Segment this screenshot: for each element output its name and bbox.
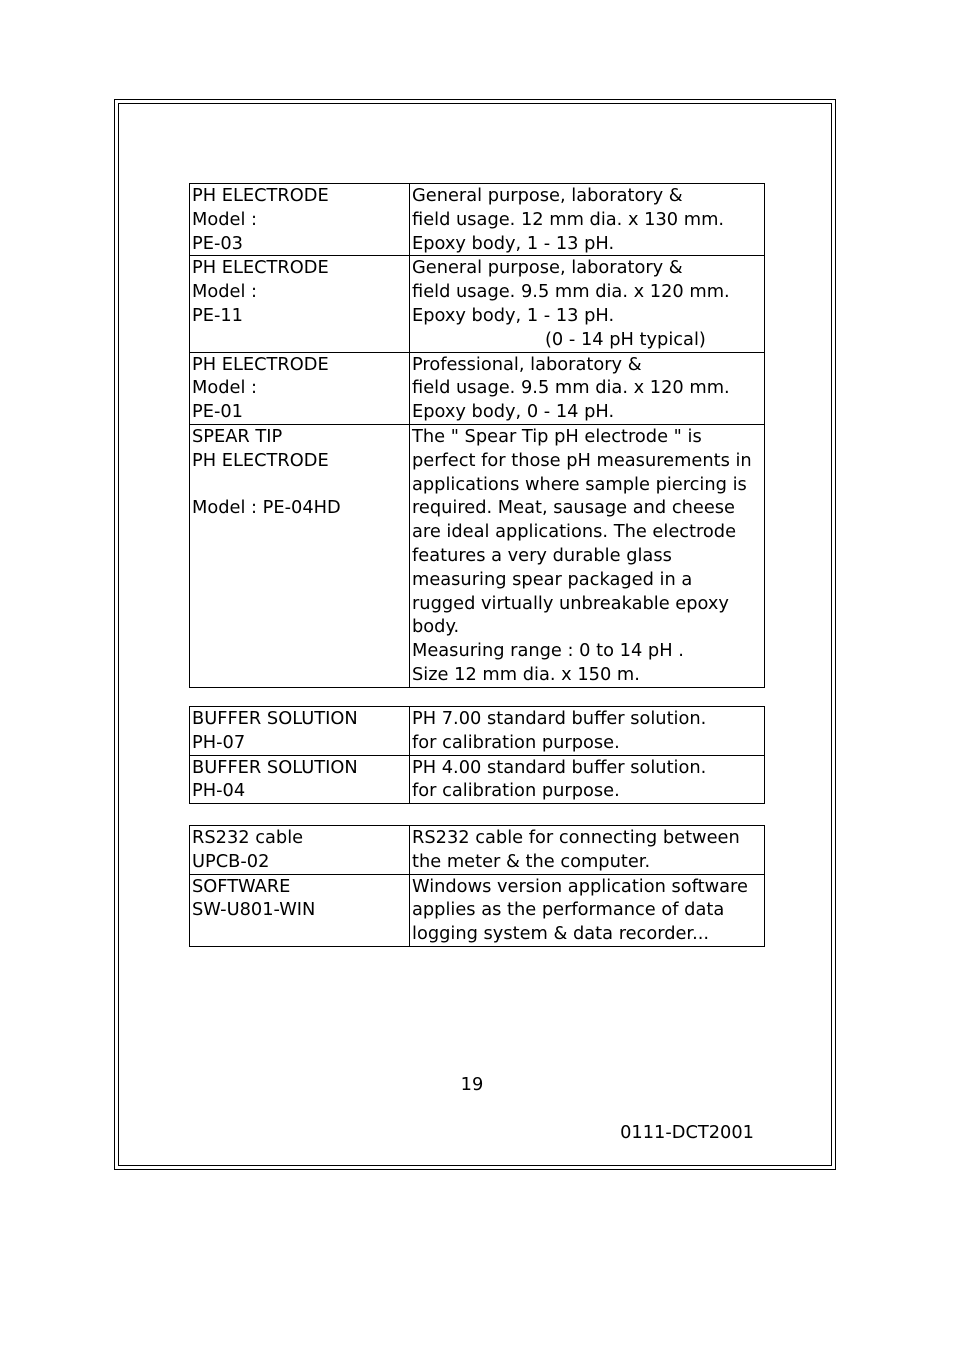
item-name: PH ELECTRODE Model : PE-01 bbox=[190, 352, 410, 424]
table-row bbox=[190, 352, 765, 424]
item-description: Windows version application software applies as the performance of data logging system & data recorder... bbox=[410, 874, 765, 946]
table-row bbox=[190, 826, 765, 875]
item-description: Professional, laboratory & field usage. 9.5 mm dia. x 120 mm. Epoxy body, 0 - 14 pH. bbox=[410, 352, 765, 424]
accessory-table bbox=[189, 825, 765, 947]
table-row bbox=[190, 184, 765, 256]
item-name: PH ELECTRODE Model : PE-03 bbox=[190, 184, 410, 256]
item-name: RS232 cable UPCB-02 bbox=[190, 826, 410, 875]
table-row bbox=[190, 256, 765, 352]
item-description: General purpose, laboratory & field usage. 12 mm dia. x 130 mm. Epoxy body, 1 - 13 pH. bbox=[410, 184, 765, 256]
document-code: 0111-DCT2001 bbox=[620, 1122, 754, 1143]
item-name: BUFFER SOLUTION PH-07 bbox=[190, 707, 410, 756]
item-description: PH 7.00 standard buffer solution. for calibration purpose. bbox=[410, 707, 765, 756]
electrode-table bbox=[189, 183, 765, 688]
item-name: SOFTWARE SW-U801-WIN bbox=[190, 874, 410, 946]
item-description: The " Spear Tip pH electrode " is perfect for those pH measurements in applications where sample piercing is required. Meat, sausage and cheese are ideal applications. The electrode features a very durable glass measuring spear packaged in a rugged virtually unbreakable epoxy body. Measuring range : 0 to 14 pH . Size 12 mm dia. x 150 m. bbox=[410, 424, 765, 687]
buffer-table bbox=[189, 706, 765, 804]
page-number: 19 bbox=[460, 1074, 484, 1095]
item-note: (0 - 14 pH typical) bbox=[545, 328, 706, 350]
item-description-cell bbox=[410, 256, 765, 352]
table-row bbox=[190, 424, 765, 687]
table-row bbox=[190, 874, 765, 946]
table-row bbox=[190, 707, 765, 756]
item-name: BUFFER SOLUTION PH-04 bbox=[190, 755, 410, 804]
item-name: PH ELECTRODE Model : PE-11 bbox=[190, 256, 410, 352]
item-description: PH 4.00 standard buffer solution. for calibration purpose. bbox=[410, 755, 765, 804]
item-name: SPEAR TIP PH ELECTRODE Model : PE-04HD bbox=[190, 424, 410, 687]
item-description: RS232 cable for connecting between the meter & the computer. bbox=[410, 826, 765, 875]
item-description: General purpose, laboratory & field usage. 9.5 mm dia. x 120 mm. Epoxy body, 1 - 13 pH. bbox=[412, 257, 730, 326]
table-row bbox=[190, 755, 765, 804]
